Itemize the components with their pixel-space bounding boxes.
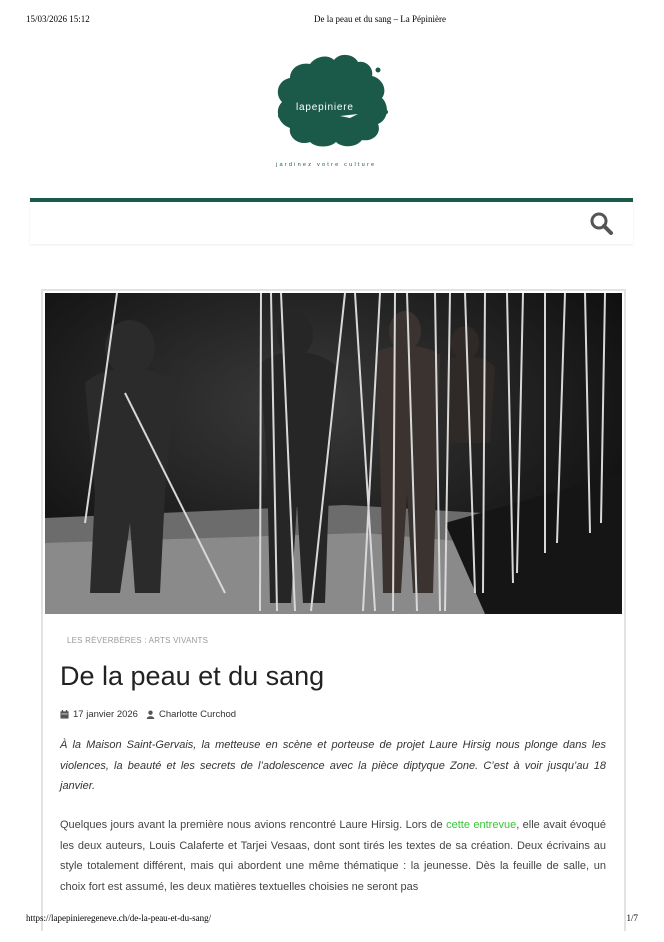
featured-image[interactable] bbox=[45, 293, 622, 614]
site-logo[interactable] bbox=[270, 50, 395, 172]
main-navbar bbox=[30, 198, 633, 244]
body-text-start: Quelques jours avant la première nous avions rencontré Laure Hirsig. Lors de bbox=[60, 819, 447, 831]
user-icon bbox=[146, 710, 155, 719]
print-date: 15/03/2026 15:12 bbox=[26, 14, 90, 24]
print-title: De la peau et du sang – La Pépinière bbox=[314, 14, 446, 24]
logo-name: lapepiniere bbox=[296, 102, 354, 113]
post-body-paragraph bbox=[60, 815, 606, 897]
post-intro: À la Maison Saint-Gervais, la metteuse en scène et porteuse de projet Laure Hirsig nous plonge dans les violences, la beauté et les secrets de l’adolescence avec la pièce diptyque Zone. C’est à voir jusqu’au 18 janvier. bbox=[60, 739, 606, 792]
post-author[interactable]: Charlotte Curchod bbox=[158, 709, 237, 720]
body-text-end: , elle avait évoqué les deux auteurs, Louis Calaferte et Tarjei Vesaas, dont sont tirés les textes de sa création. Deux écrivains au style totalement différent, mais qui abordent une même thématique : la jeunesse. Dès la feuille de salle, un choix fort est assumé, les deux matières textuelles choisies ne seront pas bbox=[60, 819, 606, 893]
print-header bbox=[0, 14, 664, 28]
print-footer bbox=[0, 913, 664, 927]
article-card bbox=[41, 289, 626, 931]
post-meta bbox=[60, 709, 236, 720]
search-icon[interactable] bbox=[589, 211, 613, 235]
interview-link[interactable]: cette entrevue bbox=[446, 819, 517, 831]
post-title: De la peau et du sang bbox=[60, 661, 325, 691]
tree-logo-icon bbox=[270, 50, 395, 172]
calendar-icon bbox=[60, 710, 69, 719]
print-url: https://lapepinieregeneve.ch/de-la-peau-et-du-sang/ bbox=[26, 913, 212, 923]
post-categories[interactable]: LES RÉVERBÈRES : ARTS VIVANTS bbox=[67, 636, 209, 645]
logo-tagline: jardinez votre culture bbox=[276, 162, 377, 168]
print-page-number: 1/7 bbox=[626, 913, 638, 923]
post-date[interactable]: 17 janvier 2026 bbox=[73, 709, 138, 720]
